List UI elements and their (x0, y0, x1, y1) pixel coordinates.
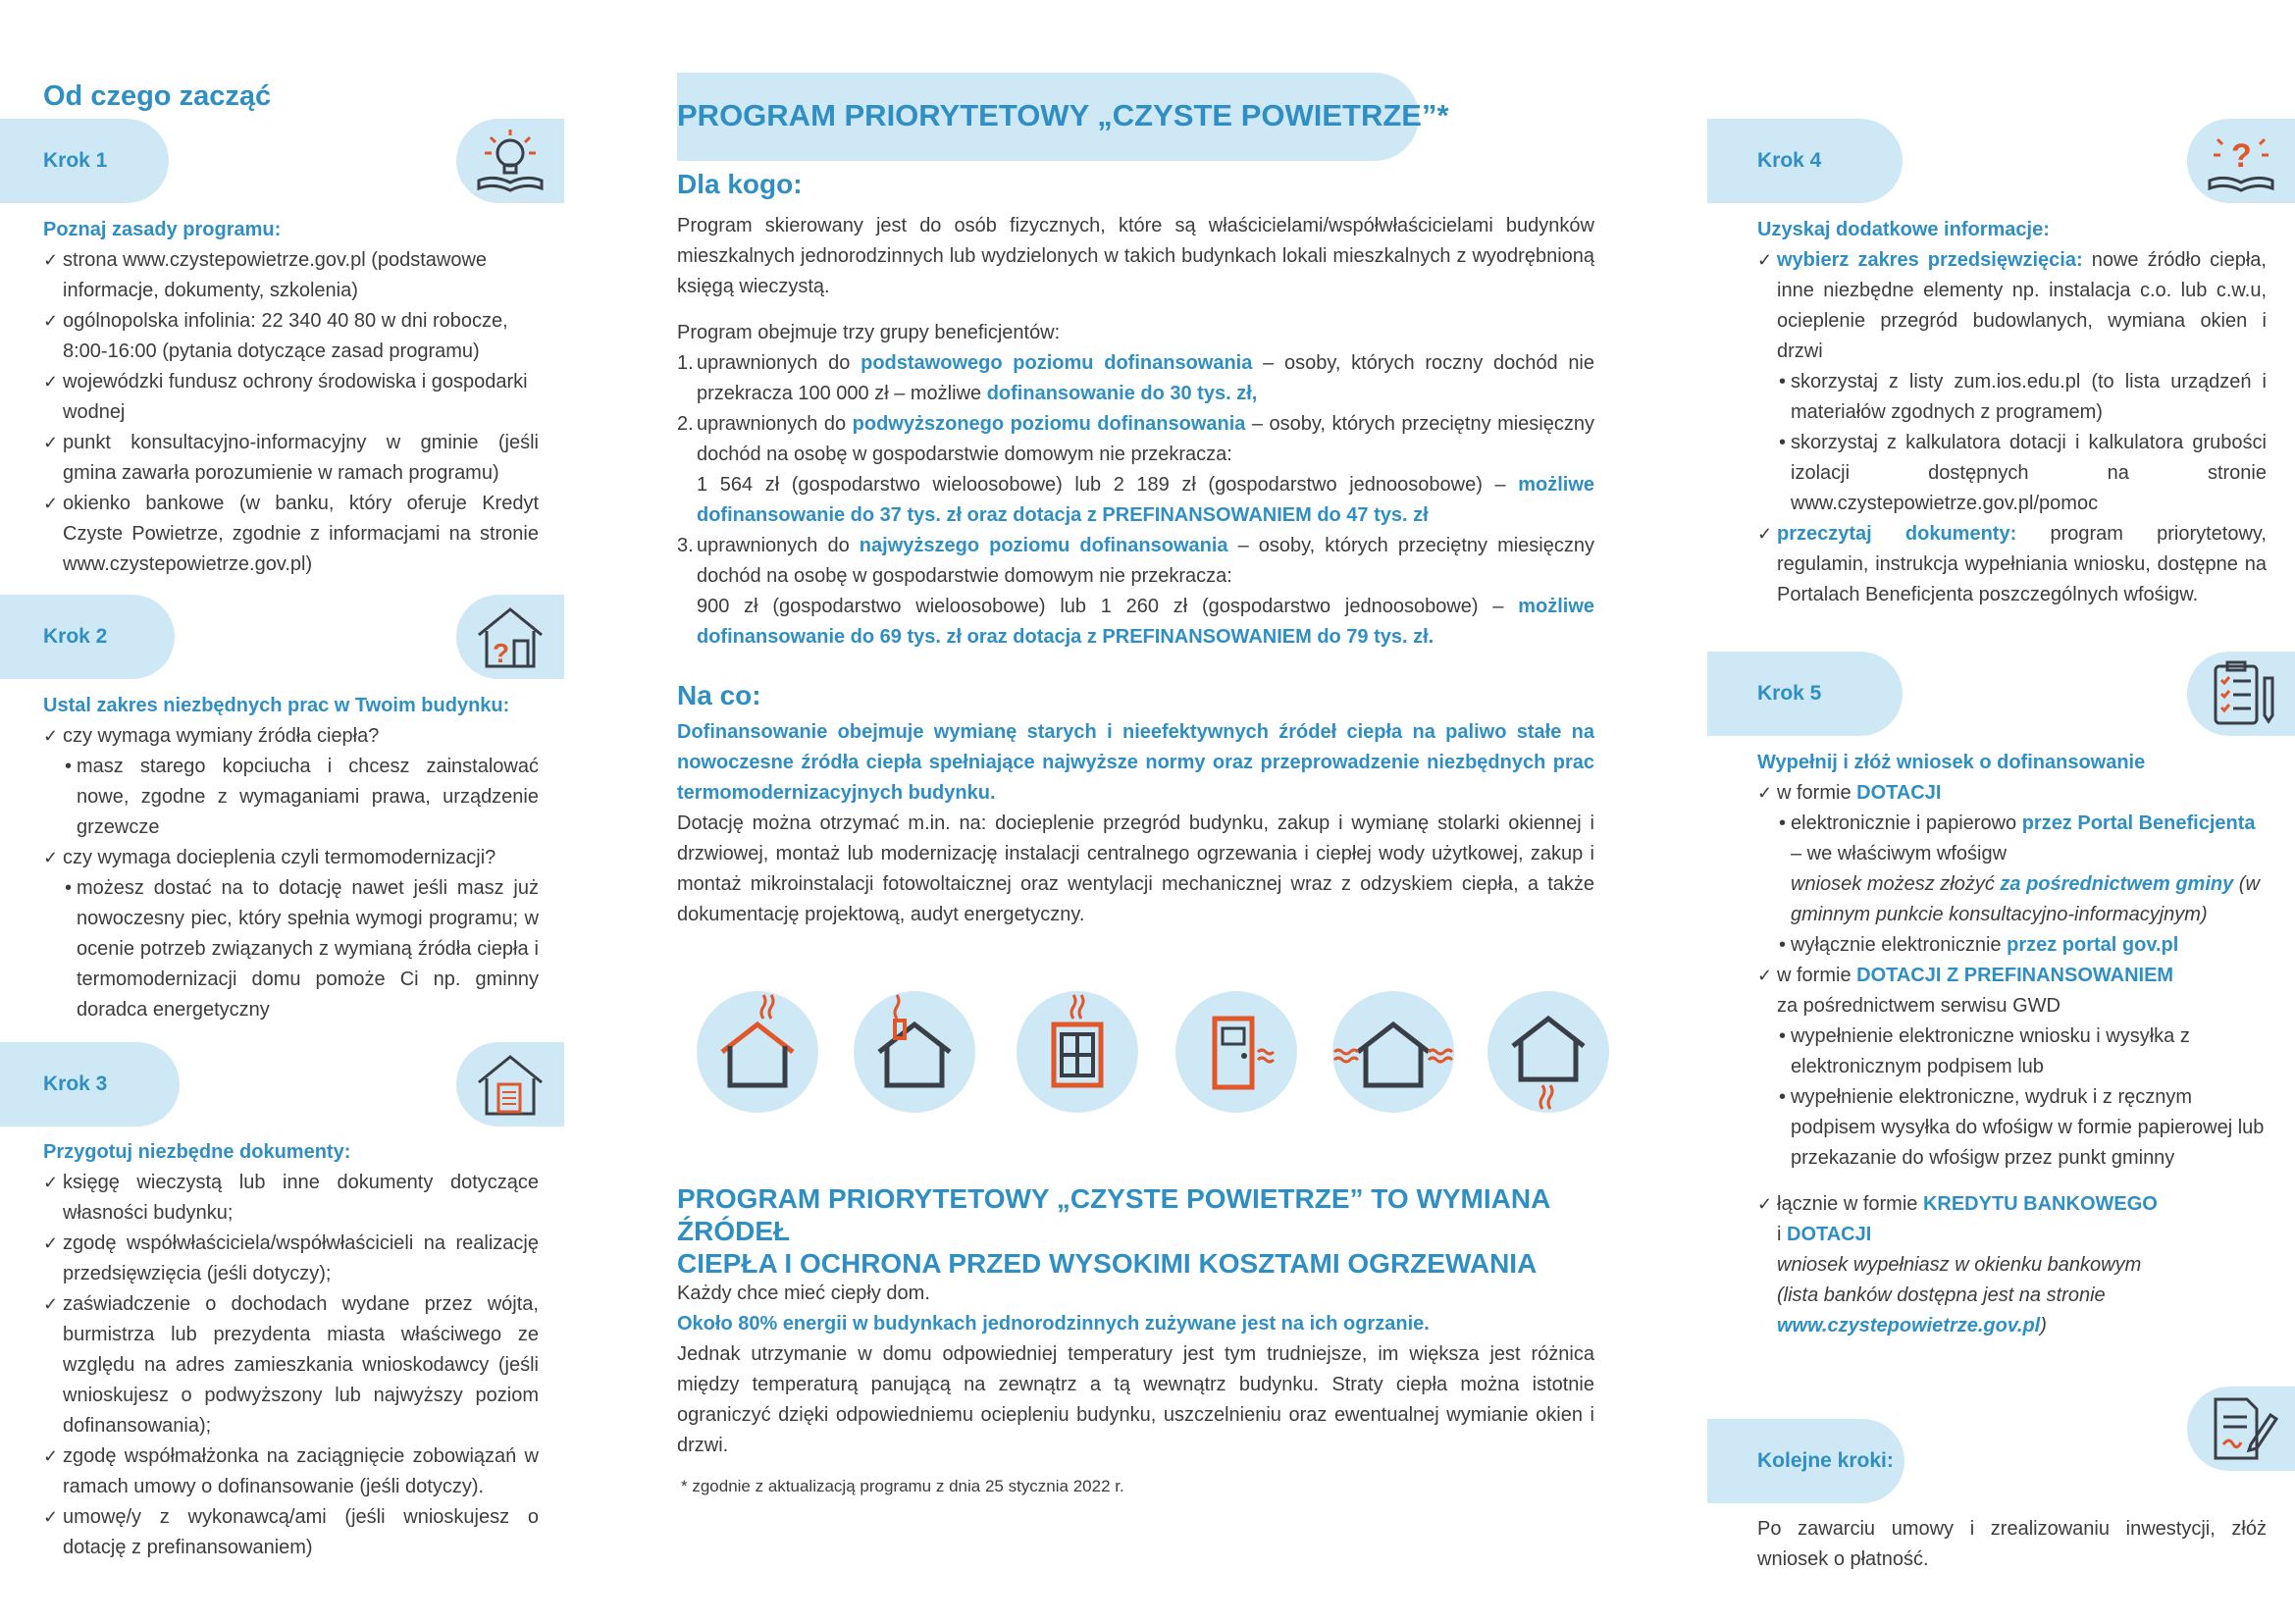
warm-line-1: Każdy chce mieć ciepły dom. (677, 1283, 930, 1304)
clipboard-checklist-icon (2187, 652, 2295, 736)
lightbulb-book-icon (456, 119, 564, 203)
step-3-pill (0, 1042, 180, 1126)
for-what-highlight: Dofinansowanie obejmuje wymianę starych i nieefektywnych źródeł ciepła na paliwo stałe na nowoczesne źródła ciepła spełniające najwyższe normy oraz przeprowadzenie niezbędnych prac termomodernizacyjnych budynku. (677, 721, 1594, 804)
door-icon (1175, 991, 1297, 1113)
step-5-pill (1707, 652, 1903, 736)
step-1-heading: Poznaj zasady programu: (43, 219, 282, 240)
list-item: • możesz dostać na to dotację nawet jeśli masz już nowoczesny piec, który spełnia wymogi programu; w ocenie potrzeb związanych z wymianą źródła ciepła i termomodernizacji domu pomoże Ci np. gminny doradca energetyczny (43, 873, 539, 1025)
next-steps-label: Kolejne kroki: (1757, 1449, 1894, 1472)
step-5-heading: Wypełnij i złóż wniosek o dofinansowanie (1757, 752, 2146, 773)
groups-list (677, 318, 1594, 653)
list-item: ✓ przeczytaj dokumenty: program priorytetowy, regulamin, instrukcja wypełniania wniosku, dostępne na Portalach Beneficjenta poszczególnych wfośigw. (1757, 519, 2267, 610)
house-document-icon (456, 1042, 564, 1126)
list-item: • skorzystaj z listy zum.ios.edu.pl (to lista urządzeń i materiałów zgodnych z programem) (1757, 367, 2267, 428)
list-item: ✓ czy wymaga wymiany źródła ciepła? (43, 721, 539, 752)
house-insulation-icon (1332, 991, 1454, 1113)
list-item: ✓ łącznie w formie KREDYTU BANKOWEGO i DOTACJI wniosek wypełniasz w okienku bankowym (lista banków dostępna jest na stronie www.czystepowietrze.gov.pl) (1757, 1189, 2267, 1341)
for-whom-text: Program skierowany jest do osób fizycznych, które są właścicielami/współwłaścicielami budynków mieszkalnych jednorodzinnych lub wydzielonych w takich budynkach lokali mieszkalnych z wyodrębnioną księgą wieczystą. (677, 215, 1594, 297)
icons-row (697, 971, 1609, 1138)
step-4-heading: Uzyskaj dodatkowe informacje: (1757, 219, 2050, 240)
list-item: ✓ wybierz zakres przedsięwzięcia: nowe źródło ciepła, inne niezbędne elementy np. instalacja c.o. lub c.w.u, ocieplenie przegród budowlanych, wymiana okien i drzwi (1757, 245, 2267, 367)
list-item: ✓ strona www.czystepowietrze.gov.pl (podstawowe informacje, dokumenty, szkolenia) (43, 245, 539, 306)
left-title: Od czego zacząć (43, 80, 272, 112)
step-2-content (43, 691, 539, 1025)
bottom-title: PROGRAM PRIORYTETOWY „CZYSTE POWIETRZE” TO WYMIANA ŹRÓDEŁ CIEPŁA I OCHRONA PRZED WYSOKIMI KOSZTAMI OGRZEWANIA (677, 1183, 1550, 1279)
list-item: ✓ zaświadczenie o dochodach wydane przez wójta, burmistrza lub prezydenta miasta właściwego ze względu na adres zamieszkania wnioskodawcy (jeśli wnioskujesz o podwyższony lub najwyższy poziom dofinansowania); (43, 1289, 539, 1441)
list-item: ✓ wojewódzki fundusz ochrony środowiska i gospodarki wodnej (43, 367, 539, 428)
for-what-text: Dotację można otrzymać m.in. na: docieplenie przegród budynku, zakup i wymianę stolarki okiennej i drzwiowej, montaż lub modernizację instalacji centralnego ogrzewania i ciepłej wody użytkowej, zakup i montaż mikroinstalacji fotowoltaicznej oraz wentylacji mechanicznej wraz z odzyskiem ciepła, a także dokumentację projektową, audyt energetyczny. (677, 812, 1594, 925)
step-1-label: Krok 1 (43, 149, 108, 172)
list-item: ✓ zgodę współmałżonka na zaciągnięcie zobowiązań w ramach umowy o dofinansowanie (jeśli dotyczy). (43, 1441, 539, 1502)
list-item: ✓ umowę/y z wykonawcą/ami (jeśli wnioskujesz o dotację z prefinansowaniem) (43, 1502, 539, 1563)
step-3-content (43, 1137, 539, 1563)
step-4-label: Krok 4 (1757, 149, 1822, 172)
list-item: ✓ ogólnopolska infolinia: 22 340 40 80 w dni robocze, 8:00-16:00 (pytania dotyczące zasad programu) (43, 306, 539, 367)
step-3-heading: Przygotuj niezbędne dokumenty: (43, 1141, 351, 1163)
warm-home-text (677, 1279, 1594, 1461)
list-item: ✓ w formie DOTACJI Z PREFINANSOWANIEM za pośrednictwem serwisu GWD (1757, 961, 2267, 1022)
step-2-heading: Ustal zakres niezbędnych prac w Twoim budynku: (43, 695, 510, 716)
step-5-label: Krok 5 (1757, 682, 1822, 705)
step-2-label: Krok 2 (43, 625, 108, 648)
list-item: • skorzystaj z kalkulatora dotacji i kalkulatora grubości izolacji dostępnych na stronie www.czystepowietrze.gov.pl/pomoc (1757, 428, 2267, 519)
warm-line-2: Około 80% energii w budynkach jednorodzinnych zużywane jest na ich ogrzanie. (677, 1313, 1430, 1335)
step-2-pill (0, 595, 175, 679)
step-1-content (43, 215, 539, 580)
list-item: 1. uprawnionych do podstawowego poziomu dofinansowania – osoby, których roczny dochód nie przekracza 100 000 zł – możliwe dofinansowanie do 30 tys. zł, (677, 352, 1595, 404)
house-heat-source-icon (697, 991, 818, 1113)
list-item: • masz starego kopciucha i chcesz zainstalować nowe, zgodne z wymaganiami prawa, urządzenie grzewcze (43, 752, 539, 843)
list-item: • wyłącznie elektronicznie przez portal gov.pl (1757, 930, 2267, 961)
svg-text:?: ? (2231, 137, 2252, 175)
question-book-icon (2187, 119, 2295, 203)
list-item: ✓ czy wymaga docieplenia czyli termomodernizacji? (43, 843, 539, 873)
step-1-pill (0, 119, 169, 203)
for-whom-heading: Dla kogo: (677, 169, 803, 199)
list-item: ✓ w formie DOTACJI (1757, 778, 2267, 809)
house-chimney-icon (854, 991, 975, 1113)
step-3-label: Krok 3 (43, 1073, 108, 1095)
window-icon (1017, 991, 1138, 1113)
main-title: PROGRAM PRIORYTETOWY „CZYSTE POWIETRZE”* (677, 98, 1449, 132)
list-item: • elektronicznie i papierowo przez Portal Beneficjenta – we właściwym wfośigw wniosek możesz złożyć za pośrednictwem gminy (w gminnym punkcie konsultacyjno-informacyjnym) (1757, 809, 2267, 930)
groups-intro: Program obejmuje trzy grupy beneficjentów: (677, 322, 1061, 343)
document-pen-icon (2187, 1387, 2295, 1471)
for-what-heading: Na co: (677, 680, 761, 710)
house-question-icon (456, 595, 564, 679)
next-steps-text: Po zawarciu umowy i zrealizowaniu inwestycji, złóż wniosek o płatność. (1757, 1518, 2267, 1570)
list-item: ✓ punkt konsultacyjno-informacyjny w gminie (jeśli gmina zawarła porozumienie w ramach programu) (43, 428, 539, 489)
for-what-content (677, 717, 1594, 930)
list-item: • wypełnienie elektroniczne wniosku i wysyłka z elektronicznym podpisem lub (1757, 1022, 2267, 1082)
list-item: • wypełnienie elektroniczne, wydruk i z ręcznym podpisem wysyłka do wfośigw w formie papierowej lub przekazanie do wfośigw przez punkt gminny (1757, 1082, 2267, 1174)
list-item: 3. uprawnionych do najwyższego poziomu dofinansowania – osoby, których przeciętny miesięczny dochód na osobę w gospodarstwie domowym nie przekracza: 900 zł (gospodarstwo wieloosobowe) lub 1 260 zł (gospodarstwo jednoosobowe) – możliwe dofinansowanie do 69 tys. zł oraz dotacja z PREFINANSOWANIEM do 79 tys. zł. (677, 535, 1594, 648)
step-5-content (1757, 748, 2267, 1341)
house-floor-heat-icon (1487, 991, 1609, 1113)
warm-line-3: Jednak utrzymanie w domu odpowiedniej temperatury jest tym trudniejsze, im większa jest różnica między temperaturą panującą na zewnątrz a tą wewnątrz budynku. Straty ciepła można istotnie ograniczyć dzięki odpowiedniemu ociepleniu budynku, uszczelnieniu oraz ewentualnej wymianie okien i drzwi. (677, 1343, 1594, 1456)
list-item: 2. uprawnionych do podwyższonego poziomu dofinansowania – osoby, których przeciętny miesięczny dochód na osobę w gospodarstwie domowym nie przekracza: 1 564 zł (gospodarstwo wieloosobowe) lub 2 189 zł (gospodarstwo jednoosobowe) – możliwe dofinansowanie do 37 tys. zł oraz dotacja z PREFINANSOWANIEM do 47 tys. zł (677, 413, 1594, 526)
step-4-pill (1707, 119, 1903, 203)
step-4-content (1757, 215, 2267, 610)
svg-text:?: ? (493, 638, 510, 668)
list-item: ✓ zgodę współwłaściciela/współwłaścicieli na realizację przedsięwzięcia (jeśli dotyczy); (43, 1229, 539, 1289)
footnote: * zgodnie z aktualizacją programu z dnia 25 stycznia 2022 r. (681, 1477, 1124, 1495)
next-steps-pill (1707, 1419, 1904, 1503)
list-item: ✓ księgę wieczystą lub inne dokumenty dotyczące własności budynku; (43, 1168, 539, 1229)
list-item: ✓ okienko bankowe (w banku, który oferuje Kredyt Czyste Powietrze, zgodnie z informacjami na stronie www.czystepowietrze.gov.pl) (43, 489, 539, 580)
